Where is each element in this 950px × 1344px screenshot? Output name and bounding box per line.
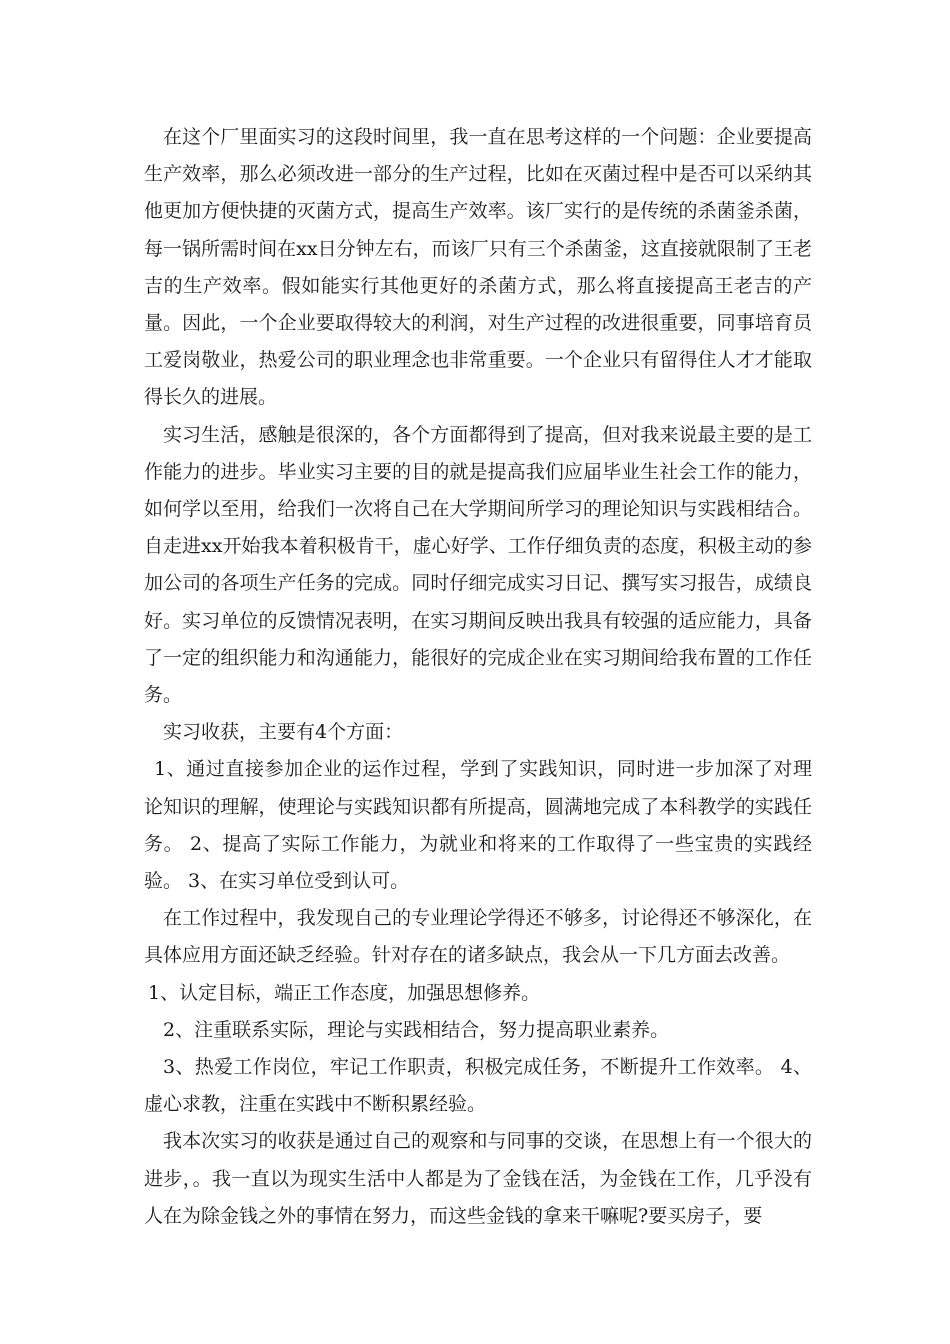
- list-item-improvement-2: 2、注重联系实际，理论与实践相结合，努力提高职业素养。: [163, 1018, 670, 1041]
- list-item-improvement-1: 1、认定目标，端正工作态度，加强思想修养。: [148, 981, 541, 1004]
- paragraph-reflection: 我本次实习的收获是通过自己的观察和与同事的交谈，在思想上有一个很大的进步，。我一直以为现实生活中人都是为了金钱在活，为金钱在工作，几乎没有人在为除金钱之外的事情在努力，而这些金钱的拿来干嘛呢?要买房子，要: [144, 1130, 812, 1227]
- paragraph-gains-heading: 实习收获，主要有4个方面：: [163, 721, 404, 744]
- paragraph-sterilization: 在这个厂里面实习的这段时间里，我一直在思考这样的一个问题：企业要提高生产效率，那么必须改进一部分的生产过程，比如在灭菌过程中是否可以采纳其他更加方便快捷的灭菌方式，提高生产效率。该厂实行的是传统的杀菌釜杀菌，每一锅所需时间在xx日分钟左右，而该厂只有三个杀菌釜，这直接就限制了王老吉的生产效率。假如能实行其他更好的杀菌方式，那么将直接提高王老吉的产量。因此，一个企业要取得较大的利润，对生产过程的改进很重要，同事培育员工爱岗敬业，热爱公司的职业理念也非常重要。一个企业只有留得住人才才能取得长久的进展。: [144, 126, 812, 409]
- paragraph-shortcomings: 在工作过程中，我发现自己的专业理论学得还不够多，讨论得还不够深化，在具体应用方面还缺乏经验。针对存在的诸多缺点，我会从一下几方面去改善。: [144, 907, 812, 967]
- list-item-improvement-3-4: 3、热爱工作岗位，牢记工作职责，积极完成任务，不断提升工作效率。 4、虚心求教，注重在实践中不断积累经验。: [144, 1056, 812, 1116]
- paragraph-internship-life: 实习生活，感触是很深的，各个方面都得到了提高，但对我来说最主要的是工作能力的进步。毕业实习主要的目的就是提高我们应届毕业生社会工作的能力，如何学以至用，给我们一次将自己在大学期间所学习的理论知识与实践相结合。自走进xx开始我本着积极肯干，虚心好学、工作仔细负责的态度，积极主动的参加公司的各项生产任务的完成。同时仔细完成实习日记、撰写实习报告，成绩良好。实习单位的反馈情况表明，在实习期间反映出我具有较强的适应能力，具备了一定的组织能力和沟通能力，能很好的完成企业在实习期间给我布置的工作任务。: [144, 423, 812, 707]
- paragraph-gains-list: 1、通过直接参加企业的运作过程，学到了实践知识，同时进一步加深了对理论知识的理解，使理论与实践知识都有所提高，圆满地完成了本科教学的实践任务。 2、提高了实际工作能力，为就业和将来的工作取得了一些宝贵的实践经验。 3、在实习单位受到认可。: [144, 758, 812, 893]
- document-body: [144, 119, 812, 1235]
